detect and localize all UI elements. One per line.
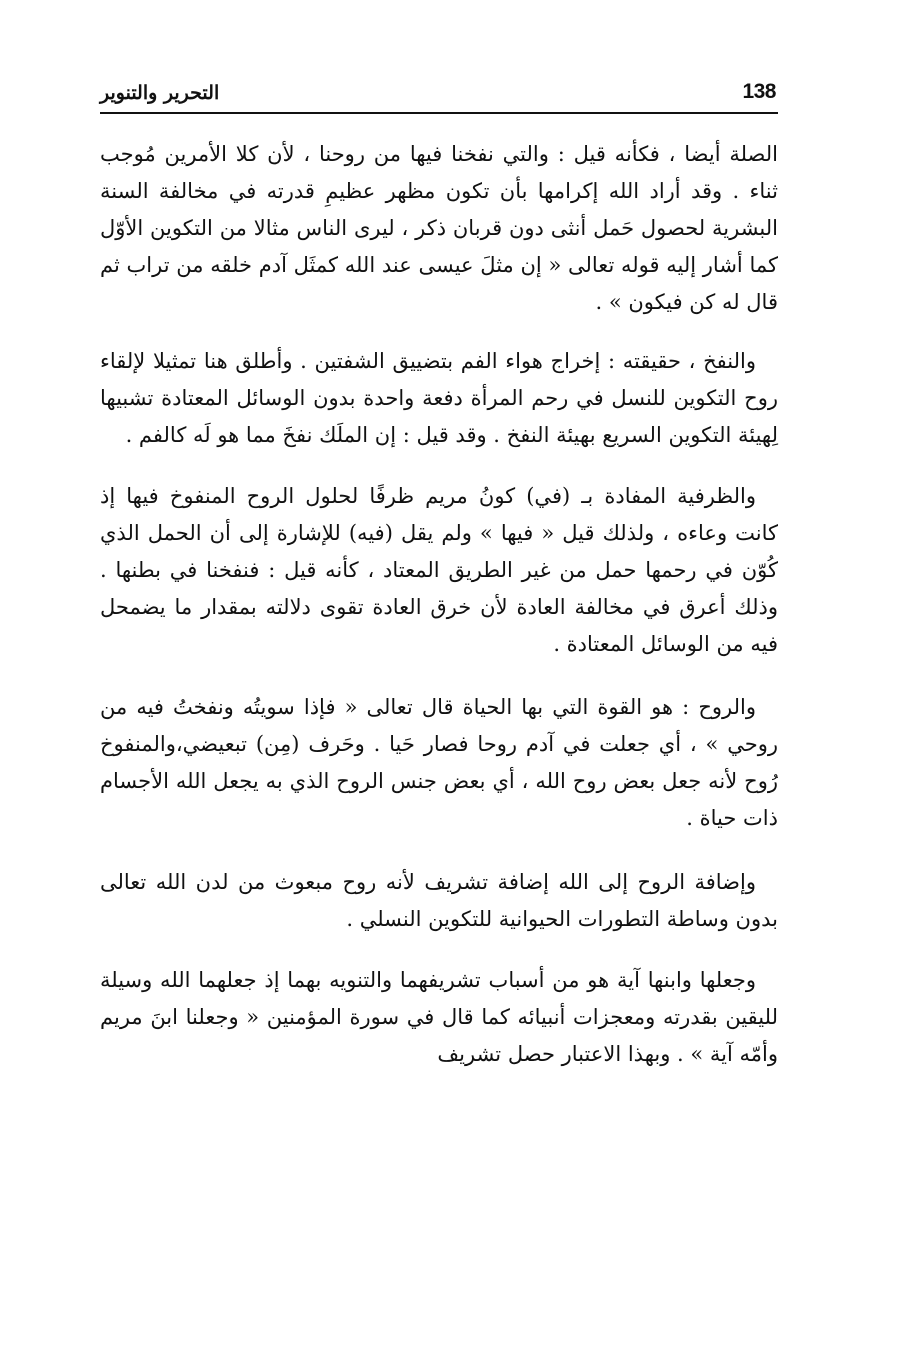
paragraph: والروح : هو القوة التي بها الحياة قال تعالى « فإذا سويتُه ونفختُ فيه من روحي » ، أي جعلت في آدم روحا فصار حَيا . وحَرف (مِن) تبعيضي،والمنفوخ رُوح لأنه جعل بعض روح الله ، أي بعض جنس الروح الذي به يجعل الله الأجسام ذات حياة .: [100, 695, 778, 830]
paragraph: وجعلها وابنها آية هو من أسباب تشريفهما والتنويه بهما إذ جعلهما الله وسيلة لليقين بقدرته ومعجزات أنبيائه كما قال في سورة المؤمنين « وجعلنا ابنَ مريم وأمّه آية » . وبهذا الاعتبار حصل تشريف: [100, 968, 778, 1066]
book-page: [100, 78, 778, 1096]
page-number: 138: [742, 80, 776, 103]
running-title: التحرير والتنوير: [100, 82, 220, 104]
page-header: [100, 78, 778, 114]
paragraph: والظرفية المفادة بـ (في) كونُ مريم ظرفًا لحلول الروح المنفوخ فيها إذ كانت وعاءه ، ولذلك قيل « فيها » ولم يقل (فيه) للإشارة إلى أن الحمل الذي كُوّن في رحمها حمل من غير الطريق المعتاد ، كأنه قيل : فنفخنا في بطنها . وذلك أعرق في مخالفة العادة لأن خرق العادة تقوى دلالته بمقدار ما يضمحل فيه من الوسائل المعتادة .: [100, 484, 778, 656]
paragraph: والنفخ ، حقيقته : إخراج هواء الفم بتضييق الشفتين . وأطلق هنا تمثيلا لإلقاء روح التكوين للنسل في رحم المرأة دفعة واحدة بدون الوسائل المعتادة تشبيها لِهيئة التكوين السريع بهيئة النفخ . وقد قيل : إن الملَك نفخَ مما هو لَه كالفم .: [100, 349, 778, 447]
body-text: [100, 136, 778, 1073]
paragraph: وإضافة الروح إلى الله إضافة تشريف لأنه روح مبعوث من لدن الله تعالى بدون وساطة التطورات الحيوانية للتكوين النسلي .: [100, 870, 778, 931]
paragraph: الصلة أيضا ، فكأنه قيل : والتي نفخنا فيها من روحنا ، لأن كلا الأمرين مُوجب ثناء . وقد أراد الله إكرامها بأن تكون مظهر عظيمِ قدرته في مخالفة السنة البشرية لحصول حَمل أنثى دون قربان ذكر ، ليرى الناس مثالا من التكوين الأوّل كما أشار إليه قوله تعالى « إن مثلَ عيسى عند الله كمثَل آدم خلقه من تراب ثم قال له كن فيكون » .: [100, 142, 778, 314]
